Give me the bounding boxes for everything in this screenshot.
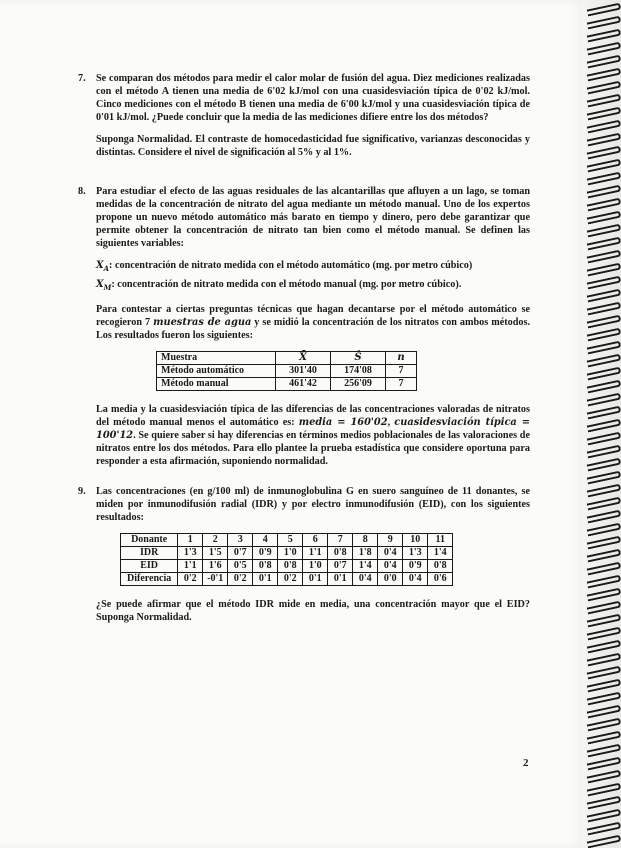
cell-value: 0'9 [403, 560, 428, 573]
spiral-coil [587, 796, 621, 810]
spiral-coil [587, 523, 621, 537]
sd-equation: cuasidesviación típica = 100'12 [96, 417, 530, 442]
cell-value: 0'4 [403, 573, 428, 586]
cell-value: 0'0 [378, 573, 403, 586]
spiral-coil [587, 705, 621, 719]
spiral-coil [587, 783, 621, 797]
problem-7-number: 7. [78, 73, 86, 84]
problem-8-statement: Para estudiar el efecto de las aguas residuales de las alcantarillas que afluyen a un lago, se toman medidas de la concentración de nitrato del agua mediante un método manual. Uno de los expertos propone un nuevo método automático más barato en tiempo y dinero, pero debe garantizar que permite obtener la concentración de nitrato tan bien como el método manual. Se definen las siguientes variables: [96, 186, 530, 250]
problem-9 [78, 485, 530, 633]
spiral-coil [587, 731, 621, 745]
cell-value: 0'7 [228, 547, 253, 560]
problem-7 [78, 72, 530, 169]
spiral-coil [587, 809, 621, 823]
problem-9-number: 9. [78, 486, 86, 497]
cell-value: 1'0 [303, 560, 328, 573]
spiral-coil [587, 588, 621, 602]
row-label: Método manual [157, 378, 276, 391]
spiral-coil [587, 679, 621, 693]
spiral-coil [587, 328, 621, 342]
mean-value: 461'42 [276, 378, 331, 391]
cell-value: 0'4 [378, 547, 403, 560]
cell-value: 0'8 [428, 560, 453, 573]
spiral-coil [587, 497, 621, 511]
table-row [121, 547, 453, 560]
spiral-coil [587, 666, 621, 680]
table-row [157, 378, 417, 391]
cell-value: 0'7 [328, 560, 353, 573]
spiral-coil [587, 224, 621, 238]
spiral-coil [587, 757, 621, 771]
spiral-coil [587, 640, 621, 654]
spiral-coil [587, 406, 621, 420]
spiral-coil [587, 835, 621, 848]
problem-8-sampling [96, 303, 530, 342]
spiral-coil [587, 575, 621, 589]
variable-definition-m [96, 278, 530, 294]
spiral-coil [587, 315, 621, 329]
var-a-text: : concentración de nitrato medida con el método automático (mg. por metro cúbico) [109, 260, 473, 272]
spiral-coil [587, 445, 621, 459]
spiral-coil [587, 367, 621, 381]
cell-value: 0'2 [228, 573, 253, 586]
cell-value: 0'9 [253, 547, 278, 560]
header-donante: Donante [121, 534, 178, 547]
cell-value: -0'1 [203, 573, 228, 586]
spiral-coil [587, 744, 621, 758]
cell-value: 1'6 [203, 560, 228, 573]
spiral-coil [587, 250, 621, 264]
table-row [121, 560, 453, 573]
cell-value: 1'3 [403, 547, 428, 560]
header-sd: Ŝ [331, 352, 386, 365]
donor-number: 2 [203, 534, 228, 547]
donors-table-header [121, 534, 453, 547]
problem-8-question [96, 403, 530, 468]
spiral-coil [587, 484, 621, 498]
row-label: Diferencia [121, 573, 178, 586]
equation-separator: , [387, 417, 395, 429]
cell-value: 1'4 [428, 547, 453, 560]
donor-number: 6 [303, 534, 328, 547]
mean-value: 301'40 [276, 365, 331, 378]
var-m-symbol: X [96, 278, 104, 290]
spiral-coil [587, 107, 621, 121]
spiral-coil [587, 653, 621, 667]
cell-value: 0'5 [228, 560, 253, 573]
cell-value: 1'3 [178, 547, 203, 560]
donor-number: 10 [403, 534, 428, 547]
spiral-coil [587, 237, 621, 251]
cell-value: 0'4 [353, 573, 378, 586]
sampling-text-a: Para contestar a ciertas preguntas técnicas que hagan decantarse por el método automático se recogieron 7 [96, 303, 530, 328]
sampling-text-b: y se midió la concentración de los nitratos con ambos métodos. Los resultados fueron los siguientes: [96, 316, 530, 341]
spiral-coil [587, 68, 621, 82]
spiral-coil [587, 29, 621, 43]
spiral-coil [587, 198, 621, 212]
spiral-coil [587, 471, 621, 485]
donor-number: 9 [378, 534, 403, 547]
n-value: 7 [386, 378, 417, 391]
spiral-coil [587, 536, 621, 550]
spiral-coil [587, 562, 621, 576]
cell-value: 0'8 [328, 547, 353, 560]
row-label: IDR [121, 547, 178, 560]
sd-value: 174'08 [331, 365, 386, 378]
cell-value: 0'6 [428, 573, 453, 586]
spiral-coil [587, 432, 621, 446]
cell-value: 0'2 [278, 573, 303, 586]
cell-value: 0'1 [328, 573, 353, 586]
cell-value: 0'1 [303, 573, 328, 586]
spiral-coil [587, 458, 621, 472]
spiral-coil [587, 55, 621, 69]
spiral-coil [587, 120, 621, 134]
var-m-subscript: M [103, 282, 112, 292]
donor-number: 5 [278, 534, 303, 547]
cell-value: 1'1 [303, 547, 328, 560]
spiral-coil [587, 146, 621, 160]
spiral-coil [587, 692, 621, 706]
table-row [121, 573, 453, 586]
methods-table [156, 351, 417, 391]
spiral-coil [587, 549, 621, 563]
row-label: Método automático [157, 365, 276, 378]
cell-value: 1'4 [353, 560, 378, 573]
spiral-coil [587, 16, 621, 30]
spiral-coil [587, 3, 621, 17]
question-text-a: La media y la cuasidesviación típica de las diferencias de las concentraciones valoradas de nitratos del método manual menos el automático es: [96, 404, 530, 429]
cell-value: 1'1 [178, 560, 203, 573]
donor-number: 1 [178, 534, 203, 547]
problem-9-question: ¿Se puede afirmar que el método IDR mide en media, una concentración mayor que el EID? Suponga Normalidad. [96, 599, 530, 624]
donors-table [120, 533, 453, 586]
spiral-coil [587, 627, 621, 641]
spiral-binding [581, 0, 621, 848]
donor-number: 8 [353, 534, 378, 547]
problem-8-number: 8. [78, 186, 86, 197]
spiral-coil [587, 133, 621, 147]
cell-value: 0'4 [378, 560, 403, 573]
var-a-symbol: X [96, 260, 104, 272]
problem-8 [78, 185, 530, 477]
problem-9-statement: Las concentraciones (en g/100 ml) de inmunoglobulina G en suero sanguíneo de 11 donantes, se miden por inmunodifusión radial (IDR) y por electro inmunodifusión (EID), con los siguientes resultados: [96, 486, 530, 524]
spiral-coil [587, 211, 621, 225]
spiral-coil [587, 302, 621, 316]
spiral-coil [587, 263, 621, 277]
cell-value: 0'8 [278, 560, 303, 573]
header-n: n [386, 352, 417, 365]
header-mean: X̄ [276, 352, 331, 365]
header-muestra: Muestra [157, 352, 276, 365]
problem-7-statement: Se comparan dos métodos para medir el calor molar de fusión del agua. Diez mediciones realizadas con el método A tienen una media de 6'02 kJ/mol con una cuasidesviación típica de 0'02 kJ/mol. Cinco mediciones con el método B tienen una media de 6'00 kJ/mol y una cuasidesviación típica de 0'01 kJ/mol. ¿Puede concluir que la media de las mediciones difiere entre los dos métodos? [96, 73, 530, 124]
var-a-subscript: A [103, 264, 110, 274]
spiral-coil [587, 42, 621, 56]
table-row [157, 365, 417, 378]
donor-number: 3 [228, 534, 253, 547]
cell-value: 1'5 [203, 547, 228, 560]
spiral-coil [587, 380, 621, 394]
row-label: EID [121, 560, 178, 573]
spiral-coil [587, 419, 621, 433]
spiral-coil [587, 289, 621, 303]
cell-value: 0'2 [178, 573, 203, 586]
cell-value: 0'1 [253, 573, 278, 586]
var-m-text: : concentración de nitrato medida con el método manual (mg. por metro cúbico). [111, 278, 462, 290]
problem-7-assumptions: Suponga Normalidad. El contraste de homocedasticidad fue significativo, varianzas desconocidas y distintas. Considere el nivel de significación al 5% y al 1%. [96, 134, 530, 159]
spiral-coil [587, 341, 621, 355]
spiral-coil [587, 276, 621, 290]
sd-value: 256'09 [331, 378, 386, 391]
question-text-b: . Se quiere saber si hay diferencias en términos medios poblacionales de las valoraciones de nitratos entre los dos métodos. Para ello plantee la prueba estadística que considere oportuna para responder a esta afirmación, suponiendo normalidad. [96, 430, 530, 468]
spiral-coil [587, 159, 621, 173]
variable-definition-a [96, 259, 530, 275]
donor-number: 11 [428, 534, 453, 547]
spiral-coil [587, 393, 621, 407]
spiral-coil [587, 822, 621, 836]
cell-value: 1'0 [278, 547, 303, 560]
spiral-coil [587, 81, 621, 95]
spiral-coil [587, 172, 621, 186]
spiral-coil [587, 510, 621, 524]
mean-equation: media = 160'02 [298, 417, 388, 429]
donor-number: 7 [328, 534, 353, 547]
donor-number: 4 [253, 534, 278, 547]
spiral-coil [587, 185, 621, 199]
cell-value: 0'8 [253, 560, 278, 573]
spiral-coil [587, 601, 621, 615]
spiral-coil [587, 718, 621, 732]
methods-table-header [157, 352, 417, 365]
spiral-coil [587, 94, 621, 108]
page-number: 2 [523, 757, 529, 769]
spiral-coil [587, 770, 621, 784]
cell-value: 1'8 [353, 547, 378, 560]
n-value: 7 [386, 365, 417, 378]
spiral-coil [587, 614, 621, 628]
sampling-emphasis: muestras de agua [153, 316, 252, 328]
spiral-coil [587, 354, 621, 368]
